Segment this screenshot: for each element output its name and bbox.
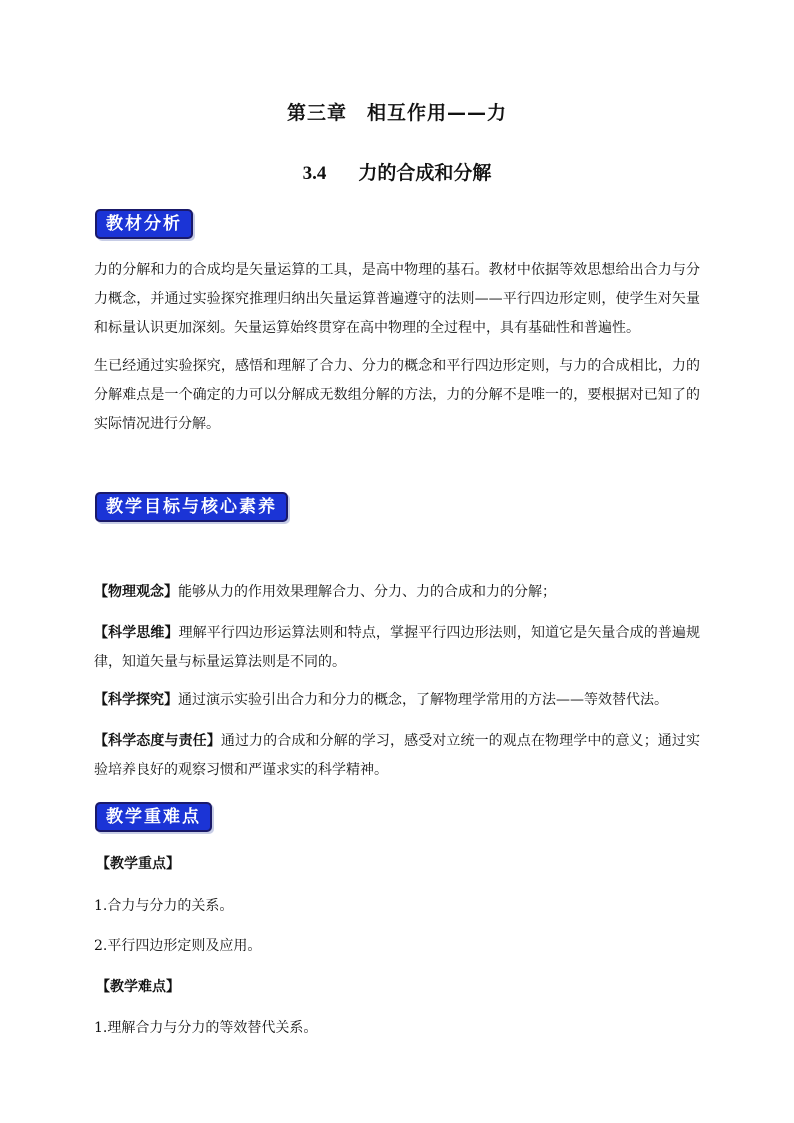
focus-item: 1.合力与分力的关系。: [94, 898, 234, 914]
objective-label: 【科学思维】: [94, 625, 179, 641]
section-number: 3.4: [302, 163, 327, 184]
difficulty-heading: 【教学难点】: [96, 979, 180, 995]
objective-text: 通过演示实验引出合力和分力的概念，了解物理学常用的方法——等效替代法。: [178, 692, 668, 708]
chapter-title: 第三章 相互作用——力: [286, 102, 507, 124]
analysis-paragraph-2: 生已经通过实验探究，感悟和理解了合力、分力的概念和平行四边形定则，与力的合成相比，力的分解难点是一个确定的力可以分解成无数组分解的方法，力的分解不是唯一的，要根据对已知了的实际情况进行分解。: [94, 358, 700, 432]
focus-heading: 【教学重点】: [96, 856, 180, 872]
section-name: 力的合成和分解: [358, 162, 492, 184]
analysis-badge: 教材分析: [95, 209, 193, 239]
objective-item: [94, 619, 700, 677]
focus-item: 2.平行四边形定则及应用。: [94, 938, 262, 954]
objective-text: 理解平行四边形运算法则和特点，掌握平行四边形法则，知道它是矢量合成的普遍规律，知道矢量与标量运算法则是不同的。: [94, 625, 701, 670]
objectives-badge: 教学目标与核心素养: [95, 492, 288, 522]
objective-item: [94, 578, 700, 607]
objective-text: 通过力的合成和分解的学习，感受对立统一的观点在物理学中的意义；通过实验培养良好的观察习惯和严谨求实的科学精神。: [94, 733, 701, 778]
objective-text: 能够从力的作用效果理解合力、分力、力的合成和力的分解；: [178, 584, 556, 600]
section-title: [0, 158, 794, 185]
objective-item: [94, 686, 700, 715]
difficulty-item: 1.理解合力与分力的等效替代关系。: [94, 1020, 318, 1036]
objective-label: 【科学探究】: [94, 692, 178, 708]
objective-item: [94, 727, 700, 785]
objective-label: 【科学态度与责任】: [94, 733, 221, 749]
objective-label: 【物理观念】: [94, 584, 178, 600]
key-points-badge: 教学重难点: [95, 802, 212, 832]
analysis-paragraph-1: 力的分解和力的合成均是矢量运算的工具，是高中物理的基石。教材中依据等效思想给出合力与分力概念，并通过实验探究推理归纳出矢量运算普遍遵守的法则——平行四边形定则，使学生对矢量和标量认识更加深刻。矢量运算始终贯穿在高中物理的全过程中，具有基础性和普遍性。: [94, 262, 700, 336]
